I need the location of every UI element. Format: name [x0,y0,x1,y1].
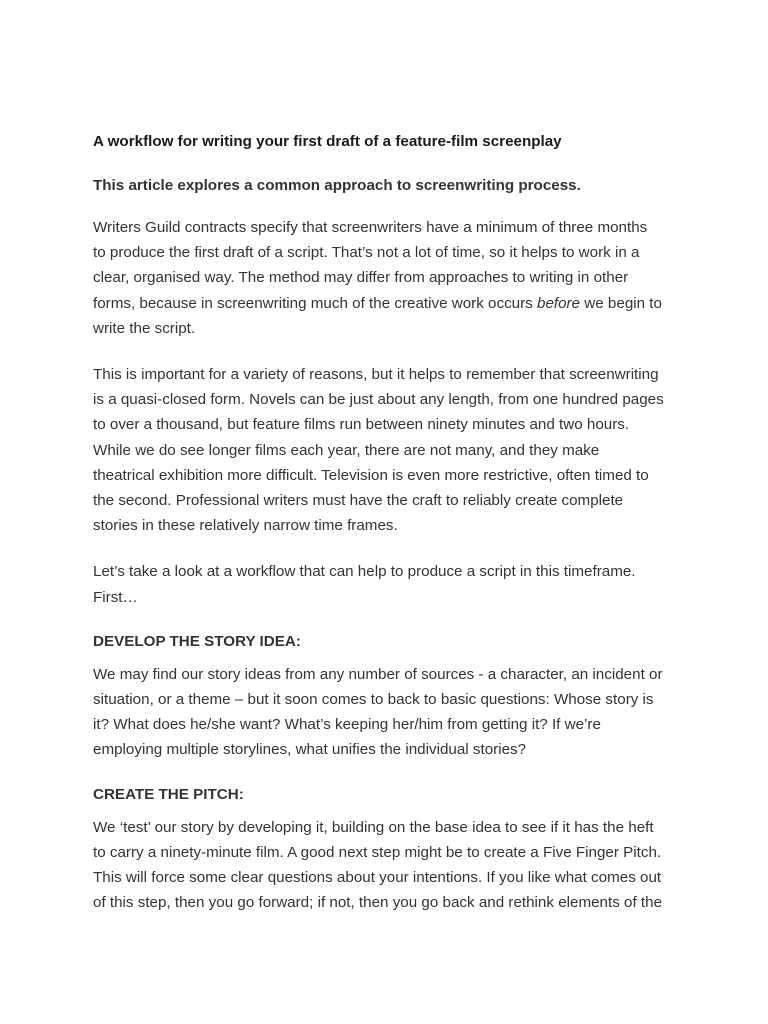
paragraph-line: Let’s take a look at a workflow that can help to produce a script in this timeframe. [93,563,636,581]
paragraph-line: is a quasi-closed form. Novels can be just about any length, from one hundred pages [93,391,664,409]
section-body-develop-story [93,662,683,763]
paragraph-line: write the script. [93,319,196,337]
section-heading-develop-story: DEVELOP THE STORY IDEA: [93,632,301,650]
paragraph-line: clear, organised way. The method may differ from approaches to writing in other [93,269,629,287]
paragraph-line: This is important for a variety of reasons, but it helps to remember that screenwriting [93,366,659,384]
section-heading-create-pitch: CREATE THE PITCH: [93,785,244,803]
paragraph-line: This will force some clear questions about your intentions. If you like what comes out [93,869,662,887]
document-subtitle: This article explores a common approach to screenwriting process. [93,177,581,194]
paragraph-line: We may find our story ideas from any number of sources - a character, an incident or [93,665,663,683]
emphasized-word: before [537,294,581,312]
paragraph-line: First… [93,588,138,606]
paragraph-3 [93,559,683,609]
paragraph-line: to carry a ninety-minute film. A good next step might be to create a Five Finger Pitch. [93,843,662,861]
paragraph-line-with-emphasis [93,291,683,316]
document-title: A workflow for writing your first draft of a feature-film screenplay [93,133,562,150]
paragraph-line: the second. Professional writers must have the craft to reliably create complete [93,492,624,510]
paragraph-line: Writers Guild contracts specify that screenwriters have a minimum of three months [93,219,648,236]
paragraph-line: situation, or a theme – but it soon comes to back to basic questions: Whose story is [93,691,654,709]
paragraph-2 [93,362,683,538]
paragraph-1 [93,215,683,341]
paragraph-line: to produce the first draft of a script. That’s not a lot of time, so it helps to work in a [93,244,640,262]
paragraph-line: We ‘test’ our story by developing it, building on the base idea to see if it has the heft [93,818,654,836]
line-text: forms, because in screenwriting much of the creative work occurs [93,294,537,312]
paragraph-line: theatrical exhibition more difficult. Television is even more restrictive, often timed to [93,466,649,484]
document-body [93,132,683,915]
section-body-create-pitch [93,815,683,916]
paragraph-line: employing multiple storylines, what unifies the individual stories? [93,741,527,759]
paragraph-line: While we do see longer films each year, there are not many, and they make [93,441,600,459]
paragraph-line: stories in these relatively narrow time frames. [93,517,398,535]
paragraph-line: it? What does he/she want? What’s keeping her/him from getting it? If we’re [93,716,601,734]
paragraph-line: to over a thousand, but feature films run between ninety minutes and two hours. [93,416,630,434]
paragraph-line: of this step, then you go forward; if not, then you go back and rethink elements of the [93,894,663,912]
line-text: we begin to [580,294,662,312]
